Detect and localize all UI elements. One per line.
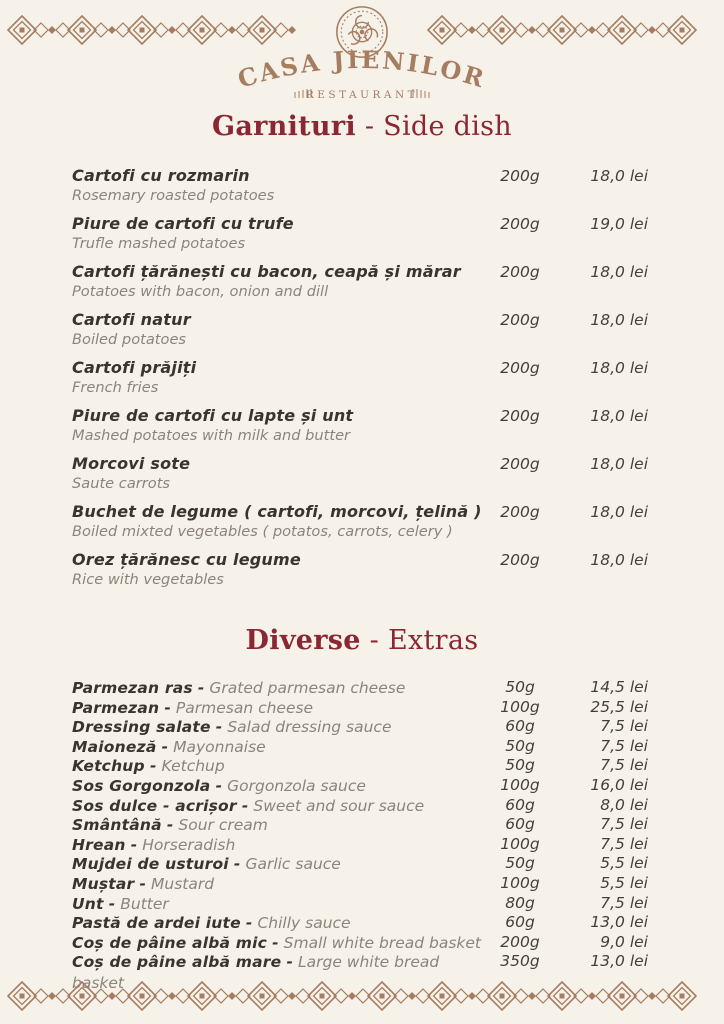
decorative-border-bottom (0, 974, 724, 1018)
item-name-separator: - (245, 914, 253, 933)
item-weight: 200g (500, 407, 540, 425)
item-weight: 200g (500, 359, 540, 377)
item-weight: 200g (500, 503, 540, 521)
item-weight: 200g (500, 311, 540, 329)
section-title-ro: Garnituri (212, 111, 356, 142)
item-price: 18,0 lei (590, 407, 648, 425)
section-title-diverse (0, 624, 724, 658)
item-price: 18,0 lei (590, 263, 648, 281)
item-price: 14,5 lei (590, 678, 648, 696)
item-description: Grated parmesan cheese (209, 679, 406, 697)
item-text (72, 894, 484, 915)
item-name: Piure de cartofi cu lapte și unt (72, 406, 354, 425)
item-price: 18,0 lei (590, 311, 648, 329)
item-text (72, 913, 484, 934)
item-name-separator: - (215, 718, 223, 737)
item-name-separator: - (272, 933, 279, 952)
item-description: Salad dressing sauce (227, 718, 392, 737)
item-text (72, 550, 484, 589)
item-text (72, 406, 484, 445)
item-name: Muștar (72, 874, 135, 893)
item-name: Sos Gorgonzola (72, 776, 211, 795)
item-name-separator: - (139, 874, 146, 893)
item-description: Small white bread basket (283, 933, 482, 952)
item-text (72, 698, 484, 719)
item-description: Ketchup (161, 757, 225, 776)
item-name: Orez țărănesc cu legume (72, 550, 301, 569)
section-title-en: Side dish (383, 111, 512, 142)
item-description: Trufle mashed potatoes (72, 235, 246, 252)
item-description: Mustard (151, 874, 215, 893)
item-name: Sos dulce - acrișor (72, 796, 237, 815)
item-description: Boiled potatoes (72, 331, 187, 348)
item-description: Gorgonzola sauce (227, 776, 366, 795)
item-weight: 100g (500, 873, 540, 892)
item-price: 25,5 lei (590, 697, 648, 716)
item-text (72, 358, 484, 397)
item-price: 7,5 lei (600, 834, 648, 853)
item-text (72, 835, 484, 856)
item-price: 16,0 lei (590, 775, 648, 794)
menu-item-row (72, 310, 648, 358)
item-text (72, 737, 484, 758)
item-name-separator: - (215, 776, 223, 795)
menu-item-row (72, 756, 648, 776)
menu-item-row (72, 502, 648, 550)
item-name: Unt (72, 894, 104, 913)
item-name-separator: - (233, 855, 241, 874)
item-weight: 200g (500, 215, 540, 233)
item-weight: 200g (500, 932, 540, 951)
item-name: Piure de cartofi cu trufe (72, 214, 294, 233)
item-name: Mujdei de usturoi (72, 855, 229, 874)
restaurant-logo-text (192, 40, 532, 102)
item-description: Large white bread basket (72, 953, 440, 992)
item-text (72, 454, 484, 493)
item-text (72, 502, 484, 541)
menu-item-row (72, 454, 648, 502)
item-description: Garlic sauce (245, 855, 341, 874)
item-name: Smântână (72, 816, 162, 835)
menu-item-row (72, 166, 648, 214)
menu-item-row (72, 737, 648, 757)
menu-item-row (72, 854, 648, 874)
item-description: Sweet and sour sauce (253, 796, 425, 815)
item-name-separator: - (108, 894, 116, 913)
item-description: Parmesan cheese (175, 698, 314, 717)
item-text (72, 678, 484, 699)
menu-item-row (72, 698, 648, 718)
item-name: Dressing salate (72, 718, 211, 737)
item-name: Coș de pâine albă mare (72, 953, 282, 972)
item-name: Morcovi sote (72, 454, 191, 473)
item-name: Parmezan ras (72, 679, 193, 697)
item-name-separator: - (164, 698, 171, 717)
menu-item-row (72, 952, 648, 992)
item-price: 7,5 lei (600, 893, 648, 912)
item-weight: 100g (500, 834, 540, 853)
item-price: 18,0 lei (590, 551, 648, 569)
item-weight: 200g (500, 551, 540, 569)
item-name-separator: - (149, 757, 157, 776)
item-text (72, 854, 484, 875)
diverse-item-list (72, 678, 648, 992)
section-title-separator: - (355, 111, 384, 142)
restaurant-subtitle: RESTAURANT (305, 89, 419, 101)
item-description: Boiled mixted vegetables ( potatos, carrots, celery ) (72, 523, 453, 540)
item-price: 7,5 lei (600, 756, 648, 775)
item-description: Mayonnaise (173, 737, 266, 756)
section-title-separator: - (360, 625, 388, 656)
garnituri-item-list (72, 166, 648, 598)
item-text (72, 776, 484, 797)
item-name: Buchet de legume ( cartofi, morcovi, țelină ) (72, 502, 482, 521)
item-weight: 350g (500, 952, 540, 971)
item-description: Rice with vegetables (72, 571, 224, 588)
item-text (72, 310, 484, 349)
menu-item-row (72, 835, 648, 855)
item-weight: 80g (505, 893, 535, 912)
item-name-separator: - (130, 835, 138, 854)
menu-item-row (72, 874, 648, 894)
svg-text:CASA JIENILOR (234, 45, 489, 94)
item-price: 9,0 lei (600, 932, 648, 951)
menu-item-row (72, 796, 648, 816)
item-price: 7,5 lei (600, 717, 648, 736)
menu-item-row (72, 358, 648, 406)
item-name: Maioneză (72, 737, 157, 756)
restaurant-name: CASA JIENILOR (234, 44, 490, 94)
item-price: 7,5 lei (600, 736, 648, 755)
menu-item-row (72, 913, 648, 933)
item-weight: 50g (505, 678, 535, 696)
item-price: 18,0 lei (590, 359, 648, 377)
item-weight: 200g (500, 455, 540, 473)
menu-item-row (72, 406, 648, 454)
item-name-separator: - (197, 679, 205, 697)
item-name: Pastă de ardei iute (72, 914, 241, 933)
item-price: 18,0 lei (590, 503, 648, 521)
menu-content (0, 96, 724, 992)
menu-item-row (72, 214, 648, 262)
item-description: Horseradish (142, 835, 236, 854)
item-price: 19,0 lei (590, 215, 648, 233)
item-description: Potatoes with bacon, onion and dill (72, 283, 329, 300)
item-weight: 200g (500, 263, 540, 281)
menu-item-row (72, 776, 648, 796)
item-name: Cartofi prăjiți (72, 358, 197, 377)
item-name-separator: - (286, 953, 293, 972)
item-price: 13,0 lei (590, 913, 648, 932)
item-name: Hrean (72, 835, 126, 854)
item-text (72, 166, 484, 205)
item-price: 18,0 lei (590, 455, 648, 473)
item-description: Sour cream (178, 816, 268, 835)
item-description: Chilly sauce (257, 914, 351, 933)
item-description: French fries (72, 379, 159, 396)
item-price: 7,5 lei (600, 815, 648, 834)
item-weight: 60g (505, 717, 535, 736)
menu-item-row (72, 933, 648, 953)
menu-item-row (72, 815, 648, 835)
item-weight: 60g (505, 795, 535, 814)
item-name-separator: - (161, 737, 169, 756)
item-name: Cartofi țărănești cu bacon, ceapă și mărar (72, 262, 461, 281)
item-description: Saute carrots (72, 475, 171, 492)
item-price: 5,5 lei (600, 854, 648, 873)
item-weight: 200g (500, 167, 540, 185)
item-name: Ketchup (72, 757, 145, 776)
item-description: Mashed potatoes with milk and butter (72, 427, 351, 444)
item-weight: 50g (505, 854, 535, 873)
item-text (72, 214, 484, 253)
item-price: 5,5 lei (600, 873, 648, 892)
item-weight: 50g (505, 736, 535, 755)
item-description: Butter (120, 894, 169, 913)
item-text (72, 796, 484, 817)
item-text (72, 815, 484, 836)
item-weight: 100g (500, 775, 540, 794)
menu-item-row (72, 717, 648, 737)
item-name: Cartofi cu rozmarin (72, 166, 250, 185)
menu-item-row (72, 550, 648, 598)
item-text (72, 756, 484, 777)
section-title-ro: Diverse (245, 625, 361, 656)
item-weight: 100g (500, 697, 540, 716)
menu-item-row (72, 678, 648, 698)
menu-item-row (72, 894, 648, 914)
item-name-separator: - (166, 816, 174, 835)
item-text (72, 717, 484, 738)
section-title-en: Extras (388, 625, 479, 656)
item-name: Cartofi natur (72, 310, 191, 329)
item-weight: 60g (505, 815, 535, 834)
item-weight: 60g (505, 913, 535, 932)
item-name: Coș de pâine albă mic (72, 933, 268, 952)
item-text (72, 933, 484, 954)
item-name-separator: - (241, 796, 249, 815)
item-price: 13,0 lei (590, 952, 648, 971)
item-description: Rosemary roasted potatoes (72, 187, 275, 204)
section-title-garnituri (0, 110, 724, 144)
item-price: 18,0 lei (590, 167, 648, 185)
item-price: 8,0 lei (600, 795, 648, 814)
item-name: Parmezan (72, 698, 160, 717)
item-weight: 50g (505, 756, 535, 775)
menu-item-row (72, 262, 648, 310)
item-text (72, 874, 484, 895)
item-text (72, 262, 484, 301)
